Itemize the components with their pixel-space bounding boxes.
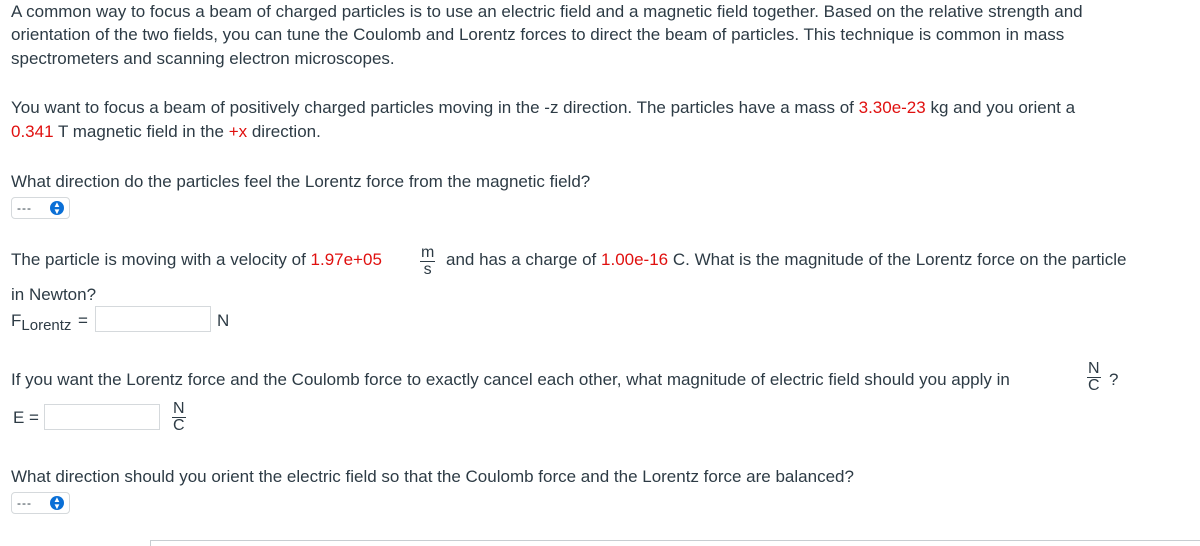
q2-text-c: C. What is the magnitude of the Lorentz force on the particle [668,250,1127,269]
question-electric-field-magnitude: If you want the Lorentz force and the Coulomb force to exactly cancel each other, what magnitude of electric field should you apply in [11,370,1010,389]
lorentz-equals: = [78,311,88,330]
question-electric-field-direction: What direction should you orient the electric field so that the Coulomb force and the Lorentz force are balanced? [11,467,854,486]
velocity-unit-numerator: m [421,244,435,261]
setup-text-c: T magnetic field in the [53,122,229,141]
setup-line-1 [11,96,1075,120]
q2-line-2: in Newton? [11,285,97,304]
field-value: 0.341 [11,122,54,141]
efield-unit-denominator: C [1088,377,1100,394]
setup-text-b: kg and you orient a [925,98,1076,117]
question-lorentz-direction: What direction do the particles feel the Lorentz force from the magnetic field? [11,172,591,191]
intro-line-1: A common way to focus a beam of charged particles is to use an electric field and a magnetic field together. Based on the relative strength and [11,2,1083,21]
lorentz-force-unit: N [217,311,230,330]
setup-text-a: You want to focus a beam of positively charged particles moving in the -z direction. The particles have a mass of [11,98,859,117]
velocity-unit-denominator: s [423,261,432,278]
electric-field-label: E = [13,408,39,427]
lorentz-force-input[interactable] [95,306,211,332]
q2-text-a: The particle is moving with a velocity of [11,250,311,269]
setup-text-d: direction. [247,122,321,141]
velocity-unit-fraction [420,245,435,278]
q2-line-1b [446,248,1126,272]
up-down-chevron-icon: ▲ ▼ [50,496,64,510]
setup-line-2 [11,120,321,144]
content-divider [150,540,1200,546]
efield-input-unit-numerator: N [173,400,185,417]
efield-input-unit-fraction [172,401,186,434]
lorentz-direction-select[interactable] [11,197,70,219]
select-value: --- [17,496,32,510]
select-value: --- [17,201,32,215]
efield-input-unit-denominator: C [173,417,185,434]
up-down-chevron-icon: ▲ ▼ [50,201,64,215]
charge-value: 1.00e-16 [601,250,669,269]
intro-line-2: orientation of the two fields, you can tune the Coulomb and Lorentz forces to direct the beam of particles. This technique is common in mass [11,25,1065,44]
velocity-value: 1.97e+05 [310,250,382,269]
electric-field-input[interactable] [44,404,160,430]
efield-unit-fraction [1087,361,1101,394]
intro-line-3: spectrometers and scanning electron microscopes. [11,49,395,68]
efield-direction-select[interactable] [11,492,70,514]
field-direction: +x [228,122,248,141]
lorentz-force-label [11,309,71,334]
lorentz-label-main: F [11,311,22,330]
q2-line-1 [11,248,382,272]
lorentz-label-subscript: Lorentz [21,317,72,334]
question-mark: ? [1109,370,1119,389]
q2-text-b: and has a charge of [446,250,602,269]
mass-value: 3.30e-23 [858,98,926,117]
efield-unit-numerator: N [1088,360,1100,377]
